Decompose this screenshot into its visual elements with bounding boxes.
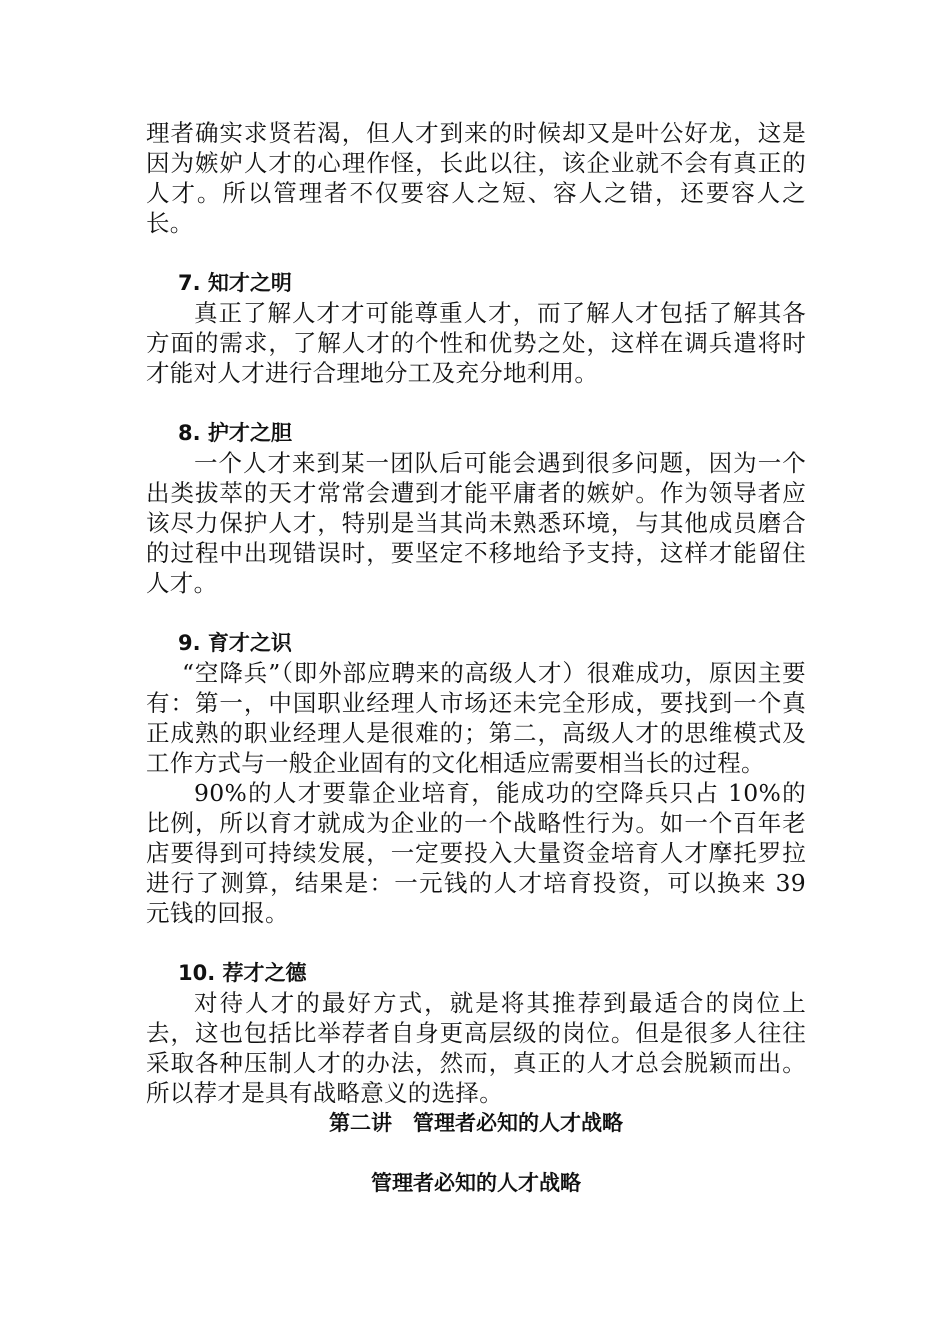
section-9-paragraph-2: 90%的人才要靠企业培育，能成功的空降兵只占 10%的比例，所以育才就成为企业的一个战略性行为。如一个百年老店要得到可持续发展，一定要投入大量资金培育人才摩托罗拉进行了测算，结果是：一元钱的人才培育投资，可以换来 39 元钱的回报。 xyxy=(146,779,806,927)
document-page xyxy=(146,118,806,1198)
section-heading-10: 10. 荐才之德 xyxy=(178,961,307,985)
section-heading-7: 7. 知才之明 xyxy=(178,271,292,295)
subtitle: 管理者必知的人才战略 xyxy=(371,1171,581,1195)
section-8-paragraph: 一个人才来到某一团队后可能会遇到很多问题，因为一个出类拔萃的天才常常会遭到才能平庸者的嫉妒。作为领导者应该尽力保护人才，特别是当其尚未熟悉环境，与其他成员磨合的过程中出现错误时，要坚定不移地给予支持，这样才能留住人才。 xyxy=(146,449,806,597)
section-9-paragraph-1: “空降兵”（即外部应聘来的高级人才）很难成功，原因主要有：第一，中国职业经理人市场还未完全形成，要找到一个真正成熟的职业经理人是很难的；第二，高级人才的思维模式及工作方式与一般企业固有的文化相适应需要相当长的过程。 xyxy=(146,659,806,777)
section-7-paragraph: 真正了解人才才可能尊重人才，而了解人才包括了解其各方面的需求，了解人才的个性和优势之处，这样在调兵遣将时才能对人才进行合理地分工及充分地利用。 xyxy=(146,299,806,387)
section-10-paragraph: 对待人才的最好方式，就是将其推荐到最适合的岗位上去，这也包括比举荐者自身更高层级的岗位。但是很多人往往采取各种压制人才的办法，然而，真正的人才总会脱颖而出。所以荐才是具有战略意义的选择。 xyxy=(146,989,806,1107)
section-heading-8: 8. 护才之胆 xyxy=(178,421,292,445)
intro-paragraph: 理者确实求贤若渴，但人才到来的时候却又是叶公好龙，这是因为嫉妒人才的心理作怪，长此以往，该企业就不会有真正的人才。所以管理者不仅要容人之短、容人之错，还要容人之长。 xyxy=(146,119,806,237)
lecture-title: 第二讲 管理者必知的人才战略 xyxy=(329,1111,623,1135)
section-heading-9: 9. 育才之识 xyxy=(178,631,292,655)
